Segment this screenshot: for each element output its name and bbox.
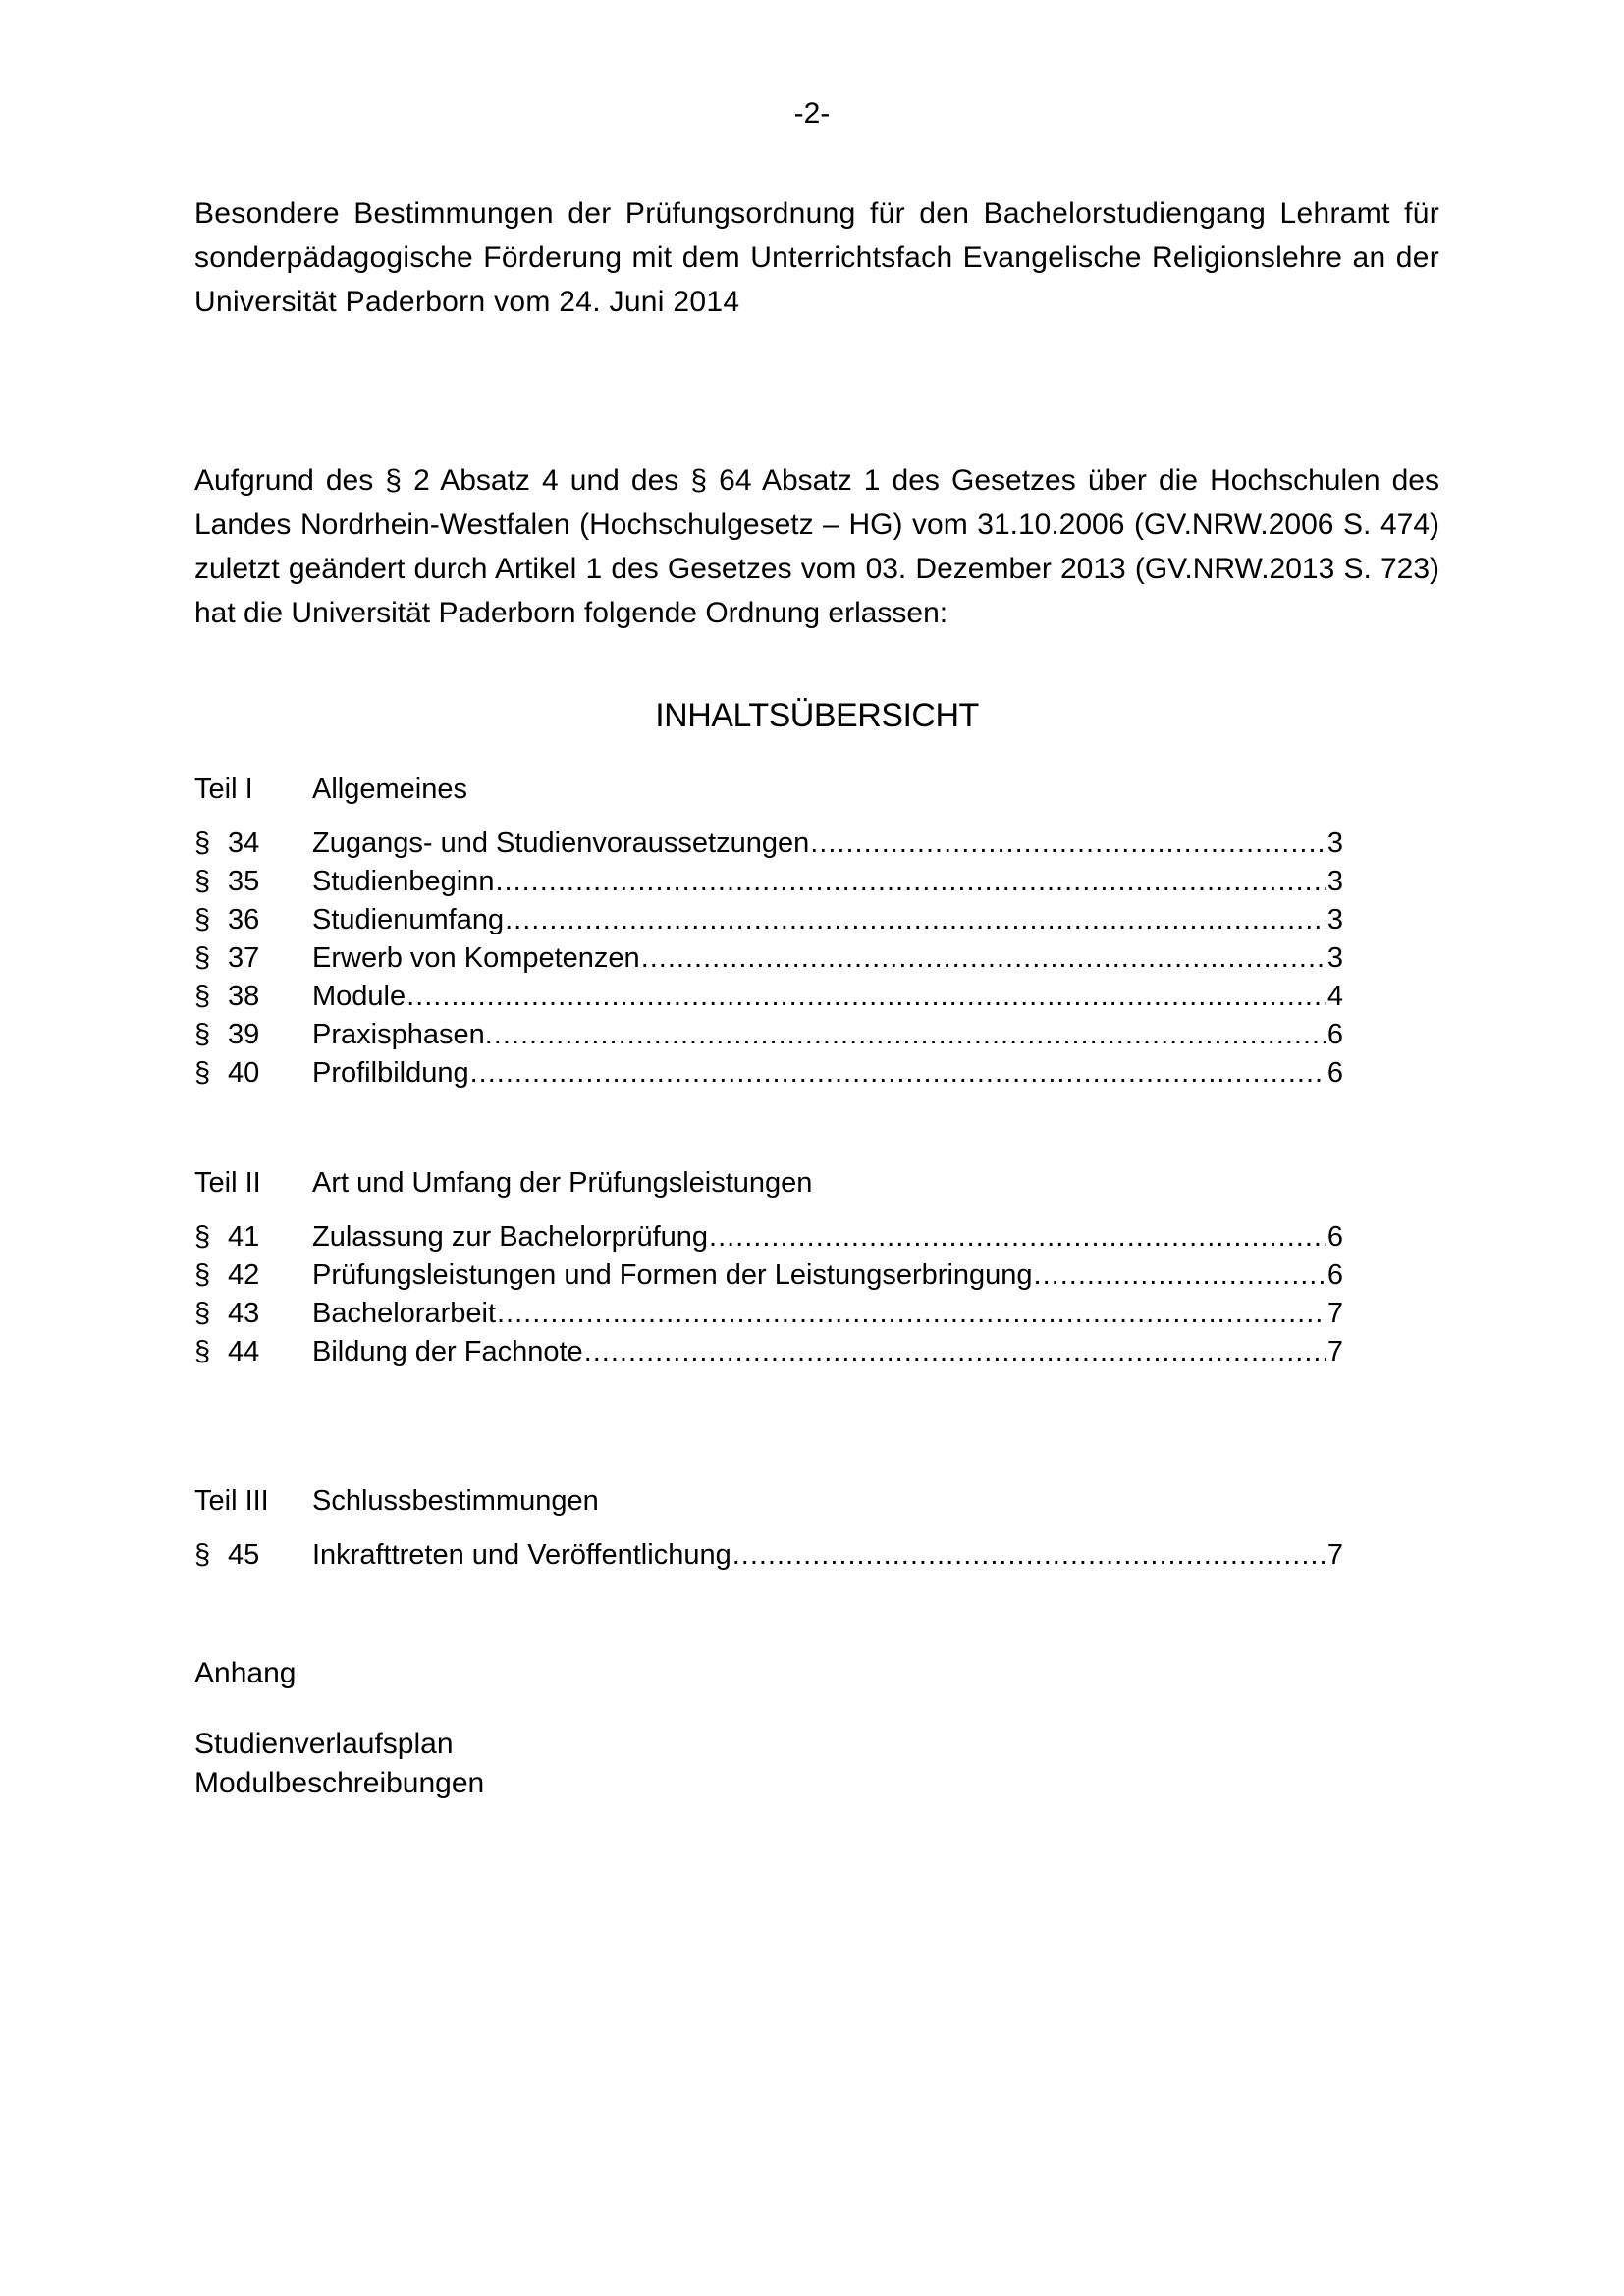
toc-heading: INHALTSÜBERSICHT [655,697,979,734]
section-page: 3 [1326,828,1343,859]
section-number: 35 [228,866,260,897]
section-symbol: § [194,904,211,935]
toc-entry[interactable] [194,939,1343,978]
section-number: 39 [228,1019,260,1050]
table-of-contents [194,768,1343,1575]
toc-part-label: Teil II [194,1167,261,1199]
section-number: 41 [228,1221,260,1253]
section-page: 6 [1326,1221,1343,1253]
toc-part-header [194,1161,1343,1204]
dot-leader [406,978,1326,1016]
toc-entry[interactable] [194,1218,1343,1256]
section-symbol: § [194,1019,211,1050]
section-page: 6 [1326,1019,1343,1050]
section-title: Prüfungsleistungen und Formen der Leistungserbringung [312,1259,1033,1291]
section-number: 43 [228,1298,260,1329]
toc-entry[interactable] [194,1333,1343,1371]
section-title: Profilbildung [312,1057,469,1089]
section-symbol: § [194,866,211,897]
section-symbol: § [194,1221,211,1253]
section-symbol: § [194,1539,211,1571]
section-number: 40 [228,1057,260,1089]
toc-entry[interactable] [194,1054,1343,1093]
section-title: Bildung der Fachnote [312,1336,583,1367]
appendix-title: Anhang [194,1657,297,1689]
section-number: 42 [228,1259,260,1291]
section-page: 7 [1326,1298,1343,1329]
toc-entry[interactable] [194,978,1343,1016]
document-title: Besondere Bestimmungen der Prüfungsordnung für den Bachelorstudiengang Lehramt für sonderpädagogische Förderung mit dem Unterrichtsfach Evangelische Religionslehre an der Universität Paderborn vom 24. Juni 2014 [194,197,1439,318]
section-symbol: § [194,828,211,859]
section-number: 37 [228,942,260,974]
toc-part-title: Allgemeines [312,774,467,805]
dot-leader [470,1054,1326,1093]
dot-leader [641,939,1326,978]
preamble-paragraph: Aufgrund des § 2 Absatz 4 und des § 64 Absatz 1 des Gesetzes über die Hochschulen des Landes Nordrhein-Westfalen (Hochschulgesetz – HG) vom 31.10.2006 (GV.NRW.2006 S. 474) zuletzt geändert durch Artikel 1 des Gesetzes vom 03. Dezember 2013 (GV.NRW.2013 S. 723) hat die Universität Paderborn folgende Ordnung erlassen: [194,464,1439,629]
section-title: Zulassung zur Bachelorprüfung [312,1221,709,1253]
section-title: Module [312,981,406,1012]
toc-entry[interactable] [194,1256,1343,1295]
dot-leader [810,825,1326,863]
section-title: Erwerb von Kompetenzen [312,942,640,974]
appendix-item-module-descriptions: Modulbeschreibungen [194,1767,485,1799]
page-number: -2- [793,97,831,130]
dot-leader [709,1218,1326,1256]
section-number: 34 [228,828,260,859]
toc-entry[interactable] [194,863,1343,901]
section-page: 4 [1326,981,1343,1012]
section-title: Studienumfang [312,904,505,935]
toc-entry[interactable] [194,1295,1343,1333]
dot-leader [584,1333,1326,1371]
dot-leader [497,1295,1326,1333]
section-symbol: § [194,1057,211,1089]
section-symbol: § [194,1336,211,1367]
section-title: Bachelorarbeit [312,1298,496,1329]
toc-entry[interactable] [194,901,1343,939]
section-title: Inkrafttreten und Veröffentlichung [312,1539,731,1571]
section-page: 3 [1326,866,1343,897]
section-page: 6 [1326,1057,1343,1089]
toc-part-header [194,768,1343,811]
section-title: Zugangs- und Studienvoraussetzungen [312,828,810,859]
section-page: 6 [1326,1259,1343,1291]
section-symbol: § [194,1259,211,1291]
section-page: 3 [1326,942,1343,974]
toc-entry[interactable] [194,825,1343,863]
section-symbol: § [194,1298,211,1329]
toc-part-title: Art und Umfang der Prüfungsleistungen [312,1167,813,1199]
dot-leader [505,901,1326,939]
section-title: Studienbeginn [312,866,495,897]
section-number: 44 [228,1336,260,1367]
toc-part-label: Teil III [194,1485,269,1517]
dot-leader [1034,1256,1326,1295]
section-number: 36 [228,904,260,935]
section-page: 3 [1326,904,1343,935]
section-number: 45 [228,1539,260,1571]
toc-part-title: Schlussbestimmungen [312,1485,599,1517]
appendix-item-study-plan: Studienverlaufsplan [194,1728,454,1760]
toc-entry[interactable] [194,1536,1343,1575]
section-symbol: § [194,942,211,974]
dot-leader [732,1536,1326,1575]
section-page: 7 [1326,1336,1343,1367]
dot-leader [495,863,1326,901]
section-symbol: § [194,981,211,1012]
section-page: 7 [1326,1539,1343,1571]
toc-part-header [194,1479,1343,1522]
dot-leader [494,1016,1326,1054]
toc-part-label: Teil I [194,774,253,805]
appendix [194,1654,484,1803]
section-number: 38 [228,981,260,1012]
section-title: Praxisphasen. [312,1019,493,1050]
toc-entry[interactable] [194,1016,1343,1054]
